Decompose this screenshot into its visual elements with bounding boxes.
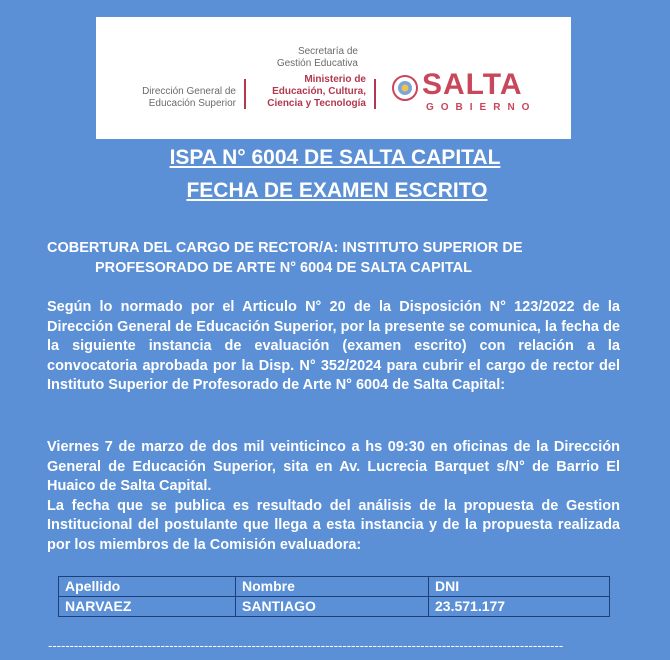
header-dni: DNI	[429, 577, 610, 597]
header-nombre: Nombre	[236, 577, 429, 597]
page-subtitle: FECHA DE EXAMEN ESCRITO	[186, 179, 488, 202]
cobertura-line-2: PROFESORADO DE ARTE N° 6004 DE SALTA CAPITAL	[95, 259, 472, 276]
direccion-general-label: Dirección General de Educación Superior	[142, 86, 236, 109]
candidate-table	[58, 576, 610, 617]
cell-apellido: NARVAEZ	[59, 597, 236, 617]
table-row	[59, 597, 610, 617]
table-header-row	[59, 577, 610, 597]
cobertura-heading	[47, 239, 620, 278]
evaluation-paragraph: La fecha que se publica es resultado del análisis de la propuesta de Gestion Institucional del postulante que llega a esta instancia y de la propuesta realizada por los miembros de la Comisión evaluadora:	[47, 497, 620, 553]
cell-dni: 23.571.177	[429, 597, 610, 617]
dashed-separator: -----------------------------------------------------------------------------------------------------------------------	[48, 638, 564, 653]
exam-details	[47, 438, 620, 555]
ministerio-label: Ministerio de Educación, Cultura, Ciencia y Tecnología	[267, 74, 366, 109]
header-banner	[96, 17, 571, 139]
date-location-paragraph: Viernes 7 de marzo de dos mil veinticinco a hs 09:30 en oficinas de la Dirección General de Educación Superior, sita en Av. Lucrecia Barquet s/N° de Barrio El Huaico de Salta Capital.	[47, 439, 620, 494]
page-title: ISPA N° 6004 DE SALTA CAPITAL	[169, 146, 501, 169]
intro-paragraph: Según lo normado por el Articulo N° 20 de la Disposición N° 123/2022 de la Dirección General de Educación Superior, por la presente se comunica, la fecha de la siguiente instancia de evaluación (examen escrito) con relación a la convocatoria aprobada por la Disp. N° 352/2024 para cubrir el cargo de rector del Instituto Superior de Profesorado de Arte N° 6004 de Salta Capital:	[47, 299, 620, 393]
secretaria-label: Secretaría de Gestión Educativa	[276, 46, 358, 69]
logo-text: SALTA	[422, 68, 523, 101]
divider	[244, 79, 246, 109]
cell-nombre: SANTIAGO	[236, 597, 429, 617]
cobertura-line-1: COBERTURA DEL CARGO DE RECTOR/A: INSTITUTO SUPERIOR DE	[47, 240, 523, 256]
divider	[374, 79, 376, 109]
header-apellido: Apellido	[59, 577, 236, 597]
logo-subtext: GOBIERNO	[426, 102, 537, 113]
sun-emblem-icon	[392, 75, 418, 101]
